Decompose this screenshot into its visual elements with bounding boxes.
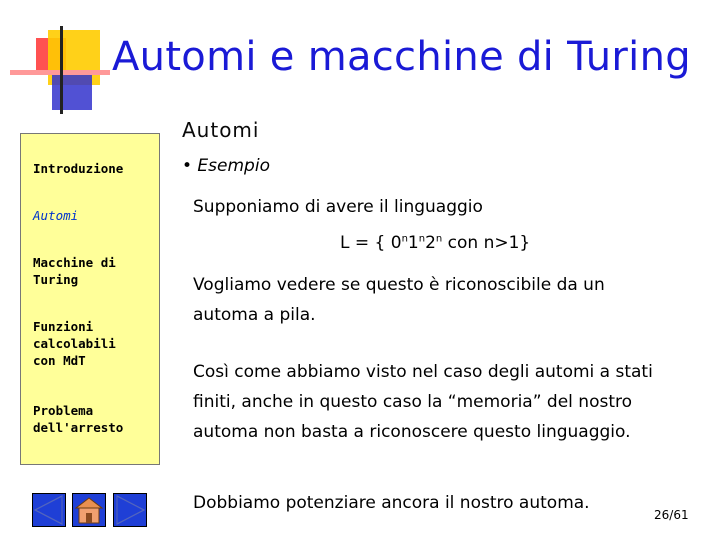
bullet-heading: • Esempio [182,156,270,176]
sidebar-item-introduzione[interactable]: Introduzione [33,161,124,176]
home-icon[interactable] [72,493,106,527]
formula-exp-2: n [418,233,426,245]
formula-prefix: L = { 0 [340,233,402,253]
formula-mid-1: 1 [407,233,419,253]
page-title: Automi e macchine di Turing [112,34,691,80]
formula-suffix: con n>1} [442,233,531,253]
logo [0,0,110,115]
sidebar [20,133,160,465]
paragraph-3: Così come abbiamo visto nel caso degli automi a stati finiti, anche in questo caso la “memoria” del nostro automa non basta a riconoscere questo linguaggio. [193,362,653,442]
logo-blue-square [52,72,92,110]
formula-exp-1: n [401,233,408,245]
left-arrow-icon[interactable] [32,493,66,527]
paragraph-4: Dobbiamo potenziare ancora il nostro automa. [193,493,590,513]
sidebar-item-macchine-di-turing[interactable]: Macchine di Turing [33,255,116,287]
paragraph-1: Supponiamo di avere il linguaggio [193,197,483,217]
section-subtitle: Automi [182,118,260,142]
sidebar-item-automi[interactable]: Automi [33,208,79,223]
language-formula [340,233,530,253]
formula-exp-3: n [435,233,443,245]
formula-mid-2: 2 [425,233,436,253]
paragraph-2: Vogliamo vedere se questo è riconoscibile da un automa a pila. [193,275,605,325]
sidebar-item-problema-arresto[interactable]: Problema dell'arresto [33,403,124,435]
sidebar-item-funzioni-calcolabili[interactable]: Funzioni calcolabili con MdT [33,319,116,368]
right-arrow-icon[interactable] [113,493,147,527]
page-number: 26/61 [654,508,689,522]
logo-line-vertical [60,26,63,114]
